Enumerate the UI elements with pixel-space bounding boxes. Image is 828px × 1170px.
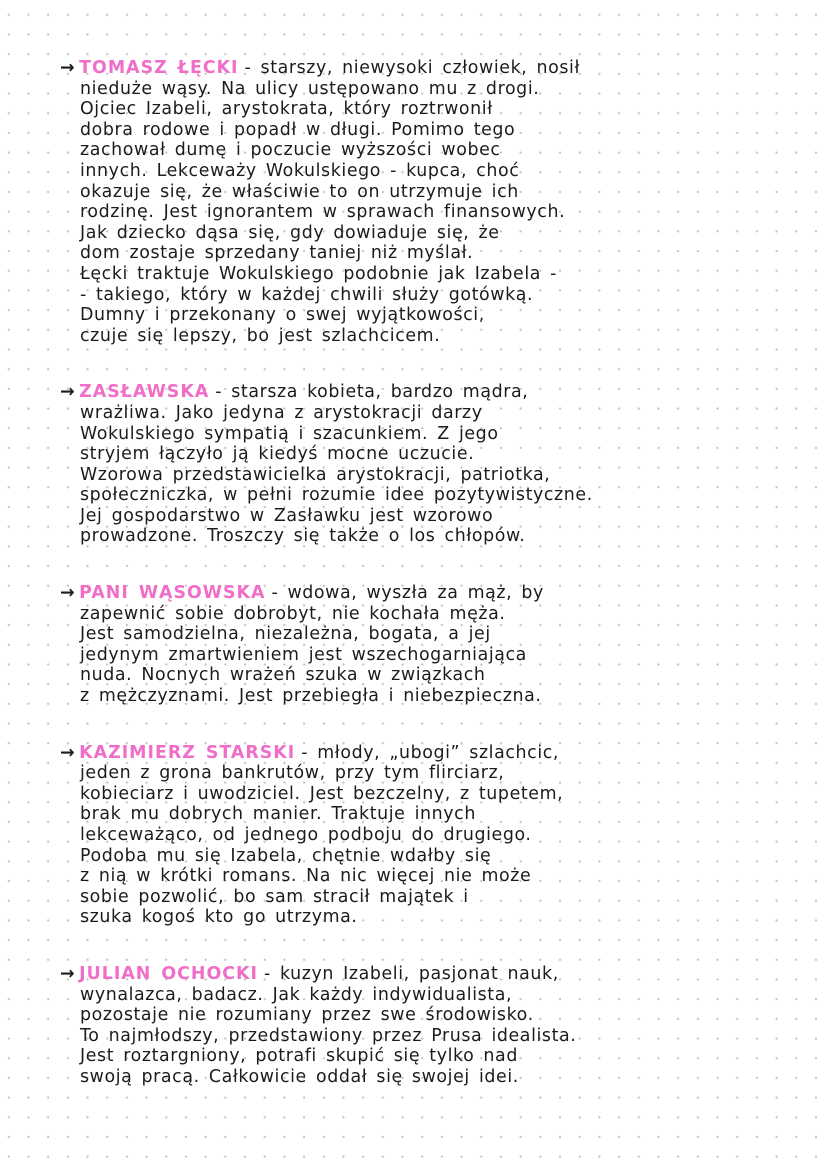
description-line: okazuje się, że właściwie to on utrzymuje ich [80,181,519,202]
character-name: PANI WĄSOWSKA [79,583,266,604]
character-description: - młody, „ubogi” szlachcic, [301,742,560,763]
description-line: - takiego, który w każdej chwili służy gotówką. [80,284,534,305]
description-line: pozostaje nie rozumiany przez swe środowisko. [80,1005,534,1026]
character-description: - kuzyn Izabeli, pasjonat nauk, [263,963,559,984]
character-name: ZASŁAWSKA [79,382,210,403]
description-line: nuda. Nocnych wrażeń szuka w związkach [80,665,486,686]
section-first-line [60,583,800,604]
description-line: brak mu dobrych manier. Traktuje innych [80,804,476,825]
arrow-right-icon: → [60,583,76,604]
character-description: - wdowa, wyszła za mąż, by [271,583,544,604]
arrow-right-icon: → [60,963,76,984]
description-line: jeden z grona bankrutów, przy tym flirciarz, [80,763,505,784]
description-line: To najmłodszy, przedstawiony przez Prusa idealista. [80,1025,577,1046]
description-line: Jest roztargniony, potrafi skupić się tylko nad [80,1046,518,1067]
arrow-right-icon: → [60,742,76,763]
notebook-page [60,58,800,1124]
description-line: Ojciec Izabeli, arystokrata, który roztrwonił [80,99,493,120]
description-line: zapewnić sobie dobrobyt, nie kochała męża. [80,603,506,624]
character-section [60,382,800,547]
description-line: rodzinę. Jest ignorantem w sprawach finansowych. [80,202,566,223]
description-line: społeczniczka, w pełni rozumie idee pozytywistyczne. [80,485,593,506]
character-description: - starszy, niewysoki człowiek, nosił [244,58,581,78]
description-line: jedynym zmartwieniem jest wszechogarniająca [80,644,527,665]
character-section [60,743,800,928]
section-first-line [60,58,800,79]
description-line: Jest samodzielna, niezależna, bogata, a jej [80,624,491,645]
character-name: TOMASZ ŁĘCKI [79,58,239,78]
description-line: wrażliwa. Jako jedyna z arystokracji darzy [80,402,483,423]
character-name: JULIAN OCHOCKI [79,963,258,984]
character-name: KAZIMIERZ STARSKI [79,742,296,763]
description-line: szuka kogoś kto go utrzyma. [80,907,358,928]
description-line: wynalazca, badacz. Jak każdy indywidualista, [80,984,513,1005]
character-notes [60,58,800,1088]
character-section [60,583,800,707]
description-line: innych. Lekceważy Wokulskiego - kupca, choć [80,160,520,181]
description-line: Dumny i przekonany o swej wyjątkowości, [80,305,485,326]
description-line: Podoba mu się Izabela, chętnie wdałby się [80,845,492,866]
character-section [60,964,800,1088]
section-first-line [60,743,800,764]
character-section [60,58,800,346]
description-line: Jej gospodarstwo w Zasławku jest wzorowo [80,505,494,526]
description-line: sobie pozwolić, bo sam stracił majątek i [80,886,469,907]
section-first-line [60,964,800,985]
description-line: swoją pracą. Całkowicie oddał się swojej idei. [80,1066,519,1087]
description-line: czuje się lepszy, bo jest szlachcicem. [80,325,441,346]
description-line: z nią w krótki romans. Na nic więcej nie może [80,866,532,887]
description-line: dom zostaje sprzedany taniej niż myślał. [80,243,474,264]
description-line: Jak dziecko dąsa się, gdy dowiaduje się, że [80,222,500,243]
description-line: z mężczyznami. Jest przebiegła i niebezpieczna. [80,686,542,707]
arrow-right-icon: → [60,58,76,78]
description-line: nieduże wąsy. Na ulicy ustępowano mu z drogi. [80,78,540,99]
description-line: dobra rodowe i popadł w długi. Pomimo tego [80,119,516,140]
description-line: kobieciarz i uwodziciel. Jest bezczelny, z tupetem, [80,783,564,804]
section-first-line [60,382,800,403]
description-line: lekceważąco, od jednego podboju do drugiego. [80,825,532,845]
description-line: stryjem łączyło ją kiedyś mocne uczucie. [80,444,475,465]
description-line: prowadzone. Troszczy się także o los chłopów. [80,526,526,547]
description-line: zachował dumę i poczucie wyższości wobec [80,140,501,161]
description-line: Wzorowa przedstawicielka arystokracji, patriotka, [80,464,551,485]
arrow-right-icon: → [60,382,76,403]
description-line: Wokulskiego sympatią i szacunkiem. Z jego [80,423,499,444]
character-description: - starsza kobieta, bardzo mądra, [215,382,529,403]
description-line: Łęcki traktuje Wokulskiego podobnie jak Izabela - [80,263,558,284]
